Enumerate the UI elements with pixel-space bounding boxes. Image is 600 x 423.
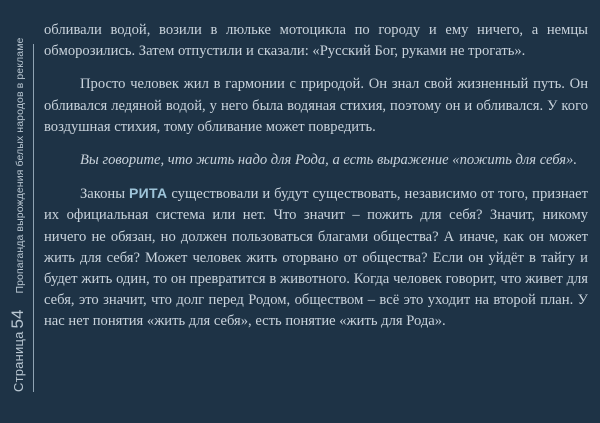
paragraph-continuation: обливали водой, возили в люльке мотоцикла по городу и ему ничего, а немцы обморозились. Затем отпустили и сказали: «Русский Бог, руками не трогать».: [44, 22, 588, 60]
paragraph-laws: [44, 183, 588, 332]
sidebar-divider: [33, 44, 34, 392]
rita-highlight: РИТА: [129, 185, 168, 202]
page-label: Страница: [11, 331, 26, 392]
page-sidebar: [0, 0, 40, 423]
running-title: Пропаганда вырождения белых народов в рекламе: [14, 37, 26, 294]
sidebar-footer: [8, 37, 30, 392]
page-content: [44, 20, 588, 333]
laws-intro: Законы: [80, 186, 130, 203]
paragraph-harmony: Просто человек жил в гармонии с природой. Он знал свой жизненный путь. Он обливался ледяной водой, у него была водяная стихия, поэтому он и обливался. У кого воздушная стихия, тому обливание может повредить.: [44, 76, 588, 135]
page-number: 54: [8, 309, 27, 329]
paragraph-question: Вы говорите, что жить надо для Рода, а есть выражение «пожить для себя».: [80, 152, 577, 169]
laws-text: существовали и будут существовать, независимо от того, признает их официальная система или нет. Что значит – пожить для себя? Значит, никому ничего не обязан, но должен пользоваться благами общества? А иначе, как он может жить для себя? Может человек жить оторвано от общества? Если он уйдёт в тайгу и будет жить один, то он превратится в животного. Когда человек говорит, что живет для себя, это значит, что долг перед Родом, обществом – всё это уходит на второй план. У нас нет понятия «жить для себя», есть понятие «жить для Рода».: [44, 186, 588, 330]
